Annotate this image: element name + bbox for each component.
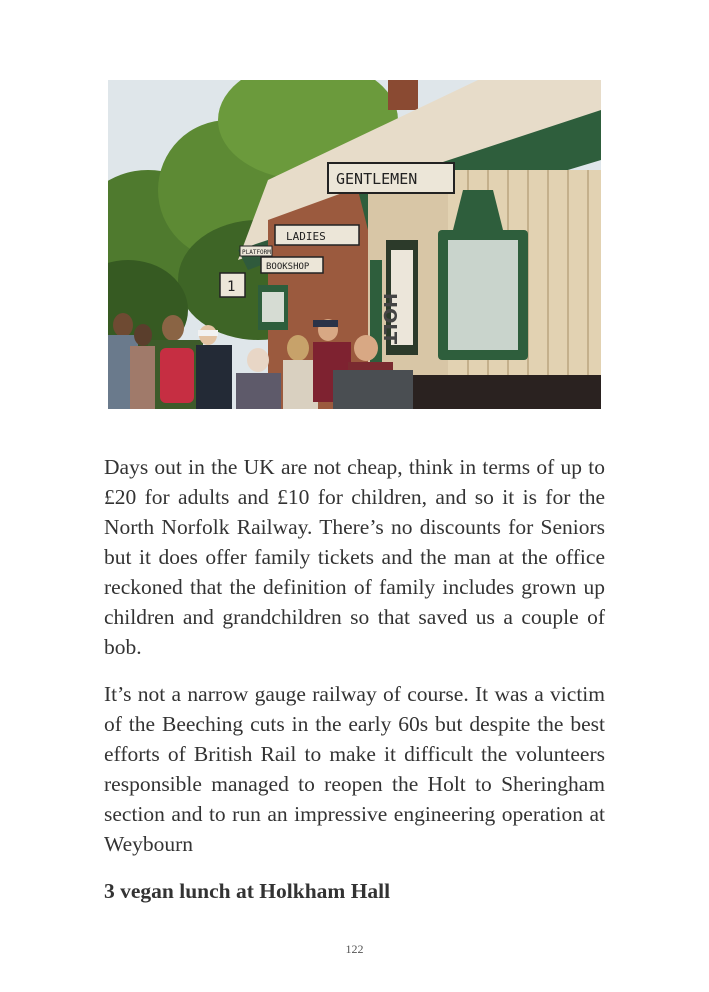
gentlemen-sign: GENTLEMEN: [336, 170, 418, 188]
station-platform-photo: [108, 80, 601, 409]
section-heading: 3 vegan lunch at Holkham Hall: [104, 879, 391, 903]
paragraph-railway-history: It’s not a narrow gauge railway of course. It was a victim of the Beeching cuts in the early 60s but despite the best efforts of British Rail to make it difficult the volunteers responsible managed to reopen the Holt to Sheringham section and to run an impressive engineering operation at Weybourn: [104, 682, 605, 856]
bookshop-sign: BOOKSHOP: [266, 262, 310, 272]
paragraph-ticket-prices: Days out in the UK are not cheap, think in terms of up to £20 for adults and £10 for children, and so it is for the North Norfolk Railway. There’s no discounts for Seniors but it does offer family tickets and the man at the office reckoned that the definition of family includes grown up children and grandchildren so that saved us a couple of bob.: [104, 455, 605, 659]
ladies-sign: LADIES: [286, 230, 326, 243]
holt-sign: HOLT: [379, 293, 400, 345]
page-number: 122: [345, 942, 364, 956]
platform-number-sign: 1: [227, 279, 236, 295]
platform-sign: PLATFORM: [242, 249, 271, 256]
